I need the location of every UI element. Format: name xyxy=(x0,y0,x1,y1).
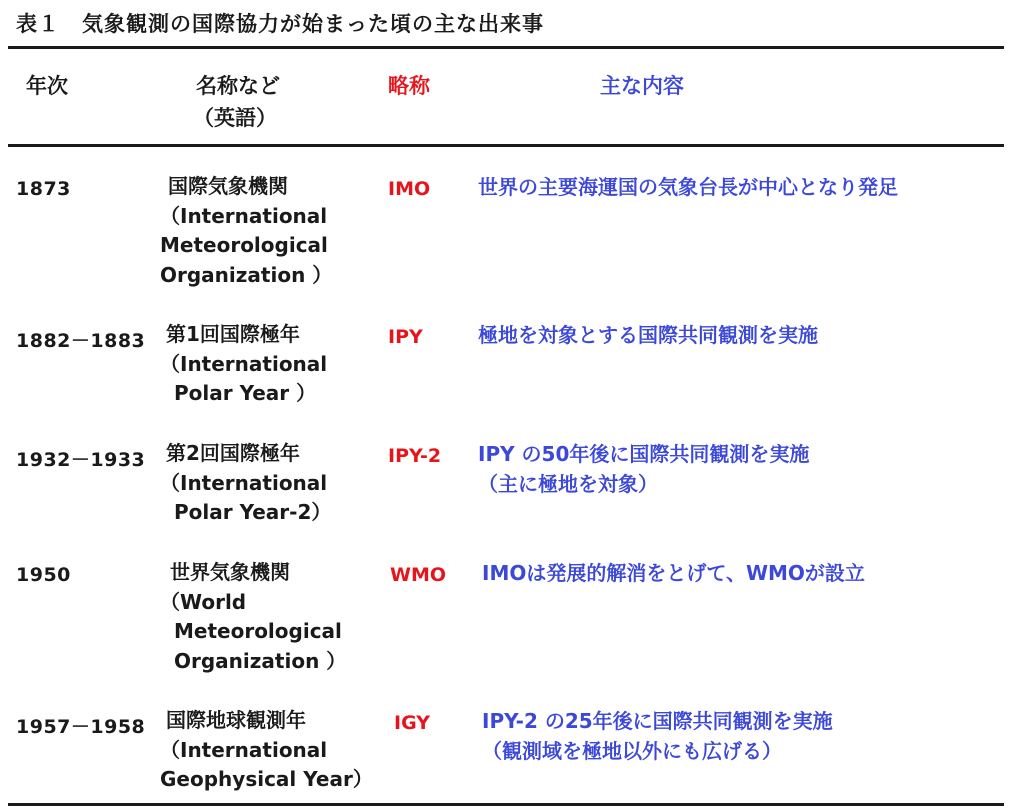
row-name-ja: 第2回国際極年 xyxy=(166,441,300,465)
row-content-line-1: 極地を対象とする国際共同観測を実施 xyxy=(478,323,818,347)
row-name-ja: 世界気象機関 xyxy=(170,560,290,584)
row-name-ja: 国際地球観測年 xyxy=(166,708,306,732)
header-name xyxy=(190,70,280,134)
row-year: 1957－1958 xyxy=(16,716,146,738)
header-rule xyxy=(8,144,1004,147)
row-name-en-2: Polar Year ） xyxy=(174,381,317,405)
row-content-line-1: IMOは発展的解消をとげて、WMOが設立 xyxy=(482,561,865,585)
header-year: 年次 xyxy=(26,74,68,98)
row-name-en-1: （International xyxy=(160,203,328,228)
row-content-line-2: （主に極地を対象） xyxy=(478,472,658,496)
row-name-en-1: （International xyxy=(160,737,328,762)
row-name-ja: 国際気象機関 xyxy=(168,174,288,198)
row-name-en-3: Organization ） xyxy=(160,262,333,287)
header-name-line1: 名称など xyxy=(196,74,280,98)
row-name xyxy=(160,320,327,409)
row-year: 1950 xyxy=(16,564,71,586)
top-rule xyxy=(8,46,1004,49)
row-abbr: IPY xyxy=(388,326,423,348)
row-year: 1882－1883 xyxy=(16,330,146,352)
row-content xyxy=(482,706,833,766)
row-name-en-2: Meteorological xyxy=(174,619,342,643)
table-caption: 表１ 気象観測の国際協力が始まった頃の主な出来事 xyxy=(16,12,544,36)
row-content xyxy=(478,320,818,350)
row-abbr: WMO xyxy=(390,564,447,586)
row-name-en-2: Meteorological xyxy=(160,233,328,257)
row-name xyxy=(160,706,373,795)
row-content xyxy=(482,558,865,588)
row-name-en-2: Polar Year-2） xyxy=(174,500,332,524)
row-name-ja: 第1回国際極年 xyxy=(166,322,300,346)
row-name xyxy=(160,439,331,528)
row-name-en-1: （International xyxy=(160,351,328,376)
row-year: 1932－1933 xyxy=(16,449,146,471)
bottom-rule xyxy=(8,803,1004,806)
row-abbr: IMO xyxy=(388,178,431,200)
row-content-line-1: 世界の主要海運国の気象台長が中心となり発足 xyxy=(478,175,898,199)
row-abbr: IGY xyxy=(394,712,431,734)
row-name-en-1: （World xyxy=(160,589,247,614)
row-content xyxy=(478,439,809,499)
row-content-line-1: IPY の50年後に国際共同観測を実施 xyxy=(478,442,810,466)
row-content-line-2: （観測域を極地以外にも広げる） xyxy=(482,739,782,763)
row-name xyxy=(160,558,346,676)
row-content xyxy=(478,172,898,202)
row-year: 1873 xyxy=(16,178,71,200)
row-name xyxy=(160,172,332,290)
header-content: 主な内容 xyxy=(600,74,684,98)
row-name-en-1: （International xyxy=(160,470,328,495)
header-name-line2: （英語） xyxy=(193,106,277,130)
row-abbr: IPY-2 xyxy=(388,445,442,467)
row-name-en-2: Geophysical Year） xyxy=(160,767,373,791)
row-content-line-1: IPY-2 の25年後に国際共同観測を実施 xyxy=(482,709,833,733)
row-name-en-3: Organization ） xyxy=(174,648,347,673)
header-abbr: 略称 xyxy=(388,74,430,98)
